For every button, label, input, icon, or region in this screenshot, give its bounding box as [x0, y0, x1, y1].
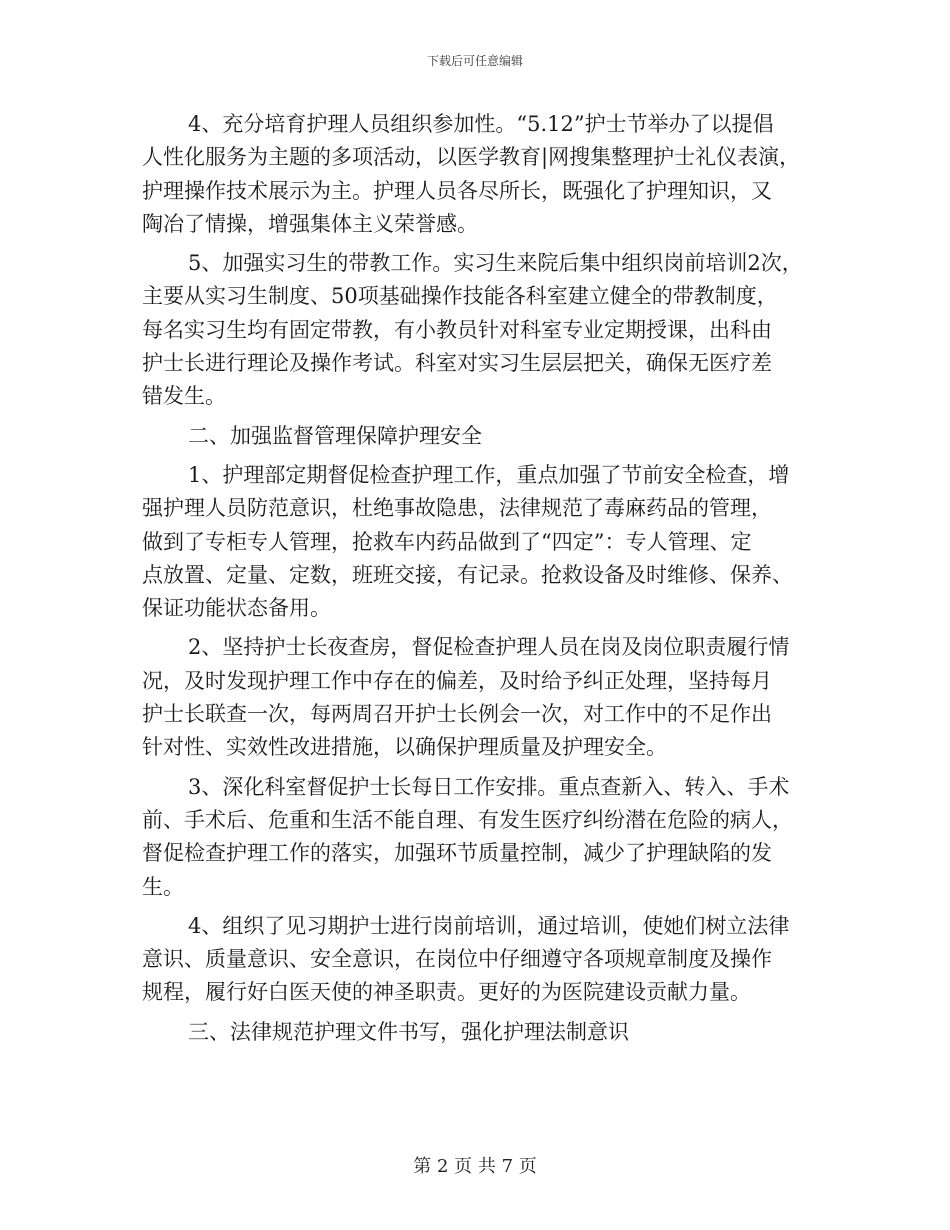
text-line: 2、坚持护士长夜查房，督促检查护理人员在岗及岗位职责履行情 [188, 635, 790, 660]
text-line: 点放置、定量、定数，班班交接，有记录。抢救设备及时维修、保养、 [142, 562, 793, 587]
paragraph [142, 631, 822, 764]
text-line: 人性化服务为主题的多项活动，以医学教育|网搜集整理护士礼仪表演， [142, 145, 801, 170]
text-line: 主要从实习生制度、50项基础操作技能各科室建立健全的带教制度， [142, 284, 778, 309]
text-line: 意识、质量意识、安全意识，在岗位中仔细遵守各项规章制度及操作 [142, 947, 772, 972]
text-line: 5、加强实习生的带教工作。实习生来院后集中组织岗前培训2次， [188, 251, 803, 276]
text-line: 况，及时发现护理工作中存在的偏差，及时给予纠正处理，坚持每月 [142, 668, 772, 693]
text-line: 4、充分培育护理人员组织参加性。“5.12”护士节举办了以提倡 [188, 112, 774, 136]
text-line: 做到了专柜专人管理，抢救车内药品做到了“四定”：专人管理、定 [142, 529, 752, 554]
text-line: 护理操作技术展示为主。护理人员各尽所长，既强化了护理知识，又 [142, 178, 772, 203]
text-line: 护士长联查一次，每两周召开护士长例会一次，对工作中的不足作出 [142, 702, 772, 727]
text-line: 错发生。 [142, 384, 226, 409]
paragraph [142, 459, 822, 625]
text-line: 每名实习生均有固定带教，有小教员针对科室专业定期授课，出科由 [142, 317, 772, 342]
text-line: 生。 [142, 874, 184, 899]
text-line: 保证功能状态备用。 [142, 596, 331, 621]
section-heading [142, 420, 822, 453]
paragraph [142, 247, 822, 413]
document-body [142, 108, 822, 1055]
text-line: 前、手术后、危重和生活不能自理、有发生医疗纠纷潜在危险的病人， [142, 807, 793, 832]
text-line: 强护理人员防范意识，杜绝事故隐患，法律规范了毒麻药品的管理， [142, 496, 772, 521]
text-line: 督促检查护理工作的落实，加强环节质量控制，减少了护理缺陷的发 [142, 841, 772, 866]
text-line: 4、组织了见习期护士进行岗前培训，通过培训，使她们树立法律 [188, 913, 790, 938]
text-line: 1、护理部定期督促检查护理工作，重点加强了节前安全检查，增 [188, 462, 790, 487]
paragraph [142, 108, 822, 241]
text-line: 陶冶了情操，增强集体主义荣誉感。 [142, 211, 478, 236]
paragraph [142, 910, 822, 1010]
page-header: 下载后可任意编辑 [426, 54, 523, 68]
page-number: 第 2 页 共 7 页 [413, 1156, 537, 1177]
text-line: 3、深化科室督促护士长每日工作安排。重点查新入、转入、手术 [188, 774, 790, 799]
text-line: 二、加强监督管理保障护理安全 [188, 423, 482, 448]
paragraph [142, 771, 822, 904]
text-line: 针对性、实效性改进措施，以确保护理质量及护理安全。 [142, 735, 667, 760]
section-heading [142, 1016, 822, 1049]
text-line: 护士长进行理论及操作考试。科室对实习生层层把关，确保无医疗差 [142, 351, 772, 376]
text-line: 规程，履行好白医天使的神圣职责。更好的为医院建设贡献力量。 [142, 980, 751, 1005]
text-line: 三、法律规范护理文件书写，强化护理法制意识 [188, 1019, 629, 1044]
